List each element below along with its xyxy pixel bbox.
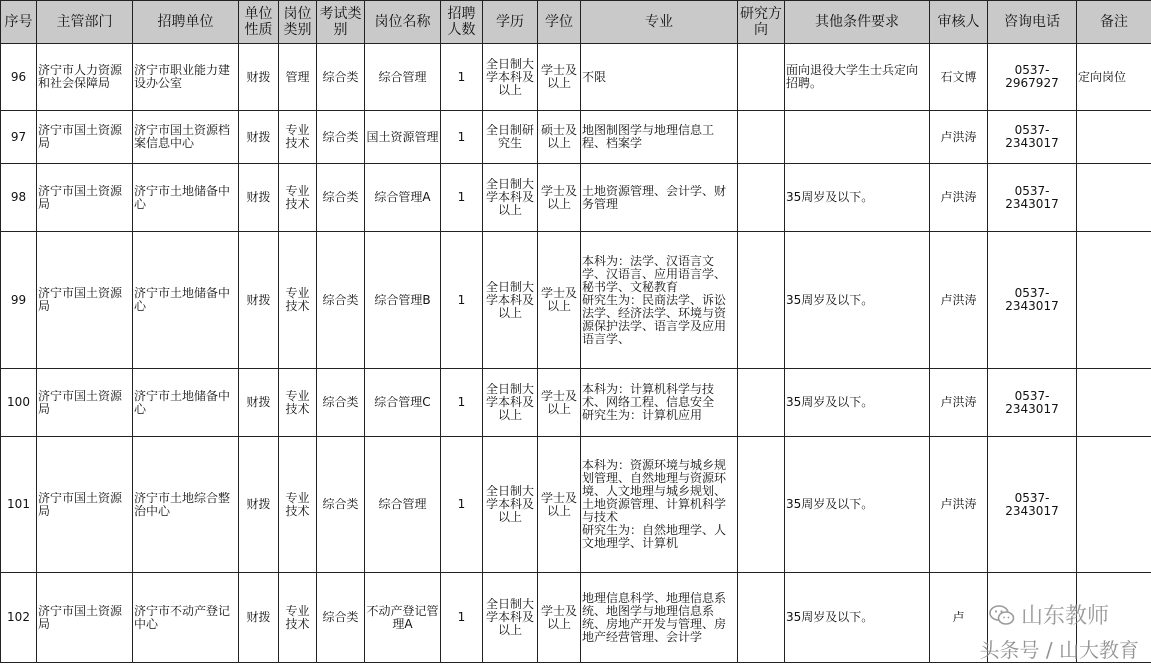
cell-text: 综合管理A xyxy=(374,191,431,204)
table-row xyxy=(1,437,1151,573)
cell-phone xyxy=(988,164,1077,232)
col-header-unit: 招聘单位 xyxy=(133,1,239,44)
cell-edu xyxy=(483,164,538,232)
cell-exam xyxy=(317,164,365,232)
cell-exam xyxy=(317,369,365,437)
cell-text: 专业技术 xyxy=(285,184,310,211)
cell-dept xyxy=(37,437,133,573)
cell-post xyxy=(365,573,441,663)
cell-text: 35周岁及以下。 xyxy=(786,293,874,307)
col-header-edu: 学历 xyxy=(483,1,538,44)
cell-text: 全日制大学本科及以上 xyxy=(485,485,534,524)
cell-category xyxy=(279,232,317,369)
cell-text: 0537-2343017 xyxy=(1005,184,1059,211)
cell-text: 综合类 xyxy=(322,293,359,307)
col-header-exam: 考试类别 xyxy=(317,1,365,44)
cell-no xyxy=(1,164,37,232)
cell-text: 1 xyxy=(457,293,466,307)
cell-text: 综合管理 xyxy=(378,498,427,511)
cell-count xyxy=(441,232,483,369)
cell-no xyxy=(1,437,37,573)
cell-count xyxy=(441,573,483,663)
cell-text: 专业技术 xyxy=(285,389,310,416)
cell-text: 0537-2343017 xyxy=(1005,491,1059,518)
cell-dept xyxy=(37,44,133,111)
cell-count xyxy=(441,369,483,437)
cell-edu xyxy=(483,232,538,369)
cell-text: 管理 xyxy=(285,70,310,84)
cell-direction xyxy=(738,44,785,111)
cell-text: 综合管理C xyxy=(374,396,431,409)
cell-text: 综合管理B xyxy=(374,293,431,307)
cell-text: 国土资源管理 xyxy=(366,130,439,144)
cell-remark xyxy=(1077,437,1151,573)
cell-text: 地图制图学与地理信息工程、档案学 xyxy=(582,124,715,150)
cell-nature xyxy=(239,111,279,164)
cell-reviewer xyxy=(930,232,988,369)
cell-text: 学士及以上 xyxy=(540,64,577,90)
cell-text: 卢 xyxy=(952,611,965,624)
cell-text: 学士及以上 xyxy=(540,491,577,518)
cell-phone xyxy=(988,111,1077,164)
cell-text: 卢洪涛 xyxy=(940,130,977,144)
cell-other xyxy=(785,437,930,573)
cell-text: 济宁市不动产登记中心 xyxy=(134,604,231,631)
cell-text: 济宁市国土资源档案信息中心 xyxy=(134,124,231,150)
cell-edu xyxy=(483,44,538,111)
cell-unit xyxy=(133,44,239,111)
cell-text: 综合管理 xyxy=(378,70,427,84)
cell-text: 济宁市职业能力建设办公室 xyxy=(134,64,231,90)
cell-text: 1 xyxy=(457,130,466,144)
cell-unit xyxy=(133,573,239,663)
table-row xyxy=(1,164,1151,232)
cell-text: 96 xyxy=(10,70,27,84)
col-header-reviewer: 审核人 xyxy=(930,1,988,44)
cell-exam xyxy=(317,573,365,663)
cell-text: 综合类 xyxy=(322,498,359,511)
cell-unit xyxy=(133,437,239,573)
cell-text: 济宁市土地储备中心 xyxy=(134,287,231,313)
cell-text: 全日制大学本科及以上 xyxy=(485,57,534,97)
cell-post xyxy=(365,369,441,437)
cell-text: 济宁市国土资源局 xyxy=(38,287,123,313)
cell-unit xyxy=(133,369,239,437)
cell-nature xyxy=(239,164,279,232)
cell-text: 0537-2343017 xyxy=(1005,287,1059,313)
cell-text: 济宁市土地储备中心 xyxy=(134,184,231,211)
cell-text: 全日制大学本科及以上 xyxy=(485,178,534,217)
cell-text: 100 xyxy=(7,396,30,409)
cell-phone xyxy=(988,232,1077,369)
table-row xyxy=(1,44,1151,111)
cell-text: 1 xyxy=(457,396,466,409)
cell-remark xyxy=(1077,369,1151,437)
col-header-count: 招聘人数 xyxy=(441,1,483,44)
cell-count xyxy=(441,111,483,164)
cell-text: 综合类 xyxy=(322,191,359,204)
col-header-remark: 备注 xyxy=(1077,1,1151,44)
col-header-direction: 研究方向 xyxy=(738,1,785,44)
cell-exam xyxy=(317,111,365,164)
cell-degree xyxy=(538,111,581,164)
cell-major xyxy=(581,111,738,164)
cell-text: 济宁市国土资源局 xyxy=(38,184,123,211)
cell-text: 99 xyxy=(10,293,27,307)
cell-text: 专业技术 xyxy=(285,124,310,150)
cell-degree xyxy=(538,44,581,111)
cell-dept xyxy=(37,573,133,663)
cell-text: 97 xyxy=(10,130,27,144)
cell-degree xyxy=(538,164,581,232)
cell-count xyxy=(441,164,483,232)
cell-text: 财拨 xyxy=(246,611,271,624)
cell-text: 0537-2343017 xyxy=(1005,389,1059,416)
cell-edu xyxy=(483,369,538,437)
cell-no xyxy=(1,44,37,111)
cell-other xyxy=(785,232,930,369)
cell-direction xyxy=(738,111,785,164)
cell-text: 综合类 xyxy=(322,611,359,624)
col-header-major: 专业 xyxy=(581,1,738,44)
col-header-category: 岗位类别 xyxy=(279,1,317,44)
cell-reviewer xyxy=(930,437,988,573)
cell-reviewer xyxy=(930,369,988,437)
cell-degree xyxy=(538,369,581,437)
cell-text: 35周岁及以下。 xyxy=(786,498,874,511)
cell-text: 本科为：资源环境与城乡规划管理、自然地理与资源环境、人文地理与城乡规划、土地资源管理、计算机科学与技术 研究生为：自然地理学、人文地理学、计算机 xyxy=(582,459,727,550)
cell-remark xyxy=(1077,573,1151,663)
cell-direction xyxy=(738,437,785,573)
cell-text: 硕士及以上 xyxy=(540,124,577,150)
cell-text: 济宁市人力资源和社会保障局 xyxy=(38,64,123,90)
cell-text: 全日制大学本科及以上 xyxy=(485,598,534,637)
cell-dept xyxy=(37,232,133,369)
cell-nature xyxy=(239,232,279,369)
cell-degree xyxy=(538,573,581,663)
cell-nature xyxy=(239,369,279,437)
col-header-degree: 学位 xyxy=(538,1,581,44)
cell-dept xyxy=(37,369,133,437)
cell-edu xyxy=(483,111,538,164)
cell-no xyxy=(1,573,37,663)
cell-major xyxy=(581,164,738,232)
cell-direction xyxy=(738,573,785,663)
cell-text: 专业技术 xyxy=(285,604,310,631)
cell-text: 全日制大学本科及以上 xyxy=(485,280,534,320)
cell-text: 济宁市土地综合整治中心 xyxy=(134,491,231,518)
cell-text: 101 xyxy=(7,498,30,511)
cell-text: 专业技术 xyxy=(285,287,310,313)
cell-major xyxy=(581,369,738,437)
cell-phone xyxy=(988,573,1077,663)
cell-exam xyxy=(317,232,365,369)
cell-dept xyxy=(37,111,133,164)
cell-other xyxy=(785,369,930,437)
cell-text: 1 xyxy=(457,70,466,84)
cell-text: 不限 xyxy=(582,70,607,84)
cell-text: 济宁市国土资源局 xyxy=(38,604,123,631)
cell-text: 全日制大学本科及以上 xyxy=(485,383,534,422)
cell-text: 定向岗位 xyxy=(1078,70,1127,84)
cell-unit xyxy=(133,164,239,232)
cell-degree xyxy=(538,437,581,573)
table-row xyxy=(1,369,1151,437)
cell-unit xyxy=(133,232,239,369)
cell-text: 卢洪涛 xyxy=(940,396,977,409)
table-row xyxy=(1,232,1151,369)
cell-no xyxy=(1,232,37,369)
cell-major xyxy=(581,44,738,111)
cell-text: 卢洪涛 xyxy=(940,293,977,307)
cell-category xyxy=(279,164,317,232)
col-header-post: 岗位名称 xyxy=(365,1,441,44)
cell-degree xyxy=(538,232,581,369)
cell-text: 地理信息科学、地理信息系统、地图学与地理信息系统、房地产开发与管理、房地产经营管理、会计学 xyxy=(582,591,727,644)
cell-text: 卢洪涛 xyxy=(940,498,977,511)
watermark-line2: 头条号 / 山大教育 xyxy=(979,638,1139,662)
cell-category xyxy=(279,437,317,573)
cell-phone xyxy=(988,437,1077,573)
cell-text: 土地资源管理、会计学、财务管理 xyxy=(582,184,727,211)
cell-nature xyxy=(239,437,279,573)
cell-post xyxy=(365,232,441,369)
cell-phone xyxy=(988,369,1077,437)
cell-text: 济宁市土地储备中心 xyxy=(134,389,231,416)
cell-text: 专业技术 xyxy=(285,491,310,518)
cell-exam xyxy=(317,44,365,111)
cell-text: 学士及以上 xyxy=(540,604,577,631)
cell-major xyxy=(581,573,738,663)
cell-text: 本科为：法学、汉语言文学、汉语言、应用语言学、秘书学、文秘教育 研究生为：民商法学、诉讼法学、经济法学、环境与资源保护法学、语言学及应用语言学、 xyxy=(582,254,727,346)
cell-text: 0537-2343017 xyxy=(1005,124,1059,150)
cell-category xyxy=(279,111,317,164)
cell-other xyxy=(785,573,930,663)
cell-text: 财拨 xyxy=(246,191,271,204)
cell-dept xyxy=(37,164,133,232)
cell-exam xyxy=(317,437,365,573)
cell-post xyxy=(365,44,441,111)
cell-text: 本科为：计算机科学与技术、网络工程、信息安全 研究生为：计算机应用 xyxy=(582,383,715,422)
cell-post xyxy=(365,111,441,164)
cell-category xyxy=(279,369,317,437)
cell-text: 济宁市国土资源局 xyxy=(38,124,123,150)
cell-text: 全日制研究生 xyxy=(485,124,534,150)
cell-text: 98 xyxy=(10,191,27,204)
cell-other xyxy=(785,44,930,111)
cell-text: 济宁市国土资源局 xyxy=(38,389,123,416)
cell-text: 不动产登记管理A xyxy=(366,604,439,631)
cell-post xyxy=(365,164,441,232)
cell-text: 学士及以上 xyxy=(540,287,577,313)
cell-remark xyxy=(1077,164,1151,232)
cell-remark xyxy=(1077,232,1151,369)
cell-text: 财拨 xyxy=(246,130,271,144)
cell-major xyxy=(581,232,738,369)
cell-reviewer xyxy=(930,164,988,232)
cell-text: 石文博 xyxy=(940,70,977,84)
cell-direction xyxy=(738,232,785,369)
cell-major xyxy=(581,437,738,573)
cell-no xyxy=(1,111,37,164)
header-row xyxy=(1,1,1151,44)
cell-remark xyxy=(1077,44,1151,111)
cell-text: 学士及以上 xyxy=(540,389,577,416)
cell-other xyxy=(785,111,930,164)
cell-direction xyxy=(738,369,785,437)
cell-edu xyxy=(483,437,538,573)
cell-text: 卢洪涛 xyxy=(940,191,977,204)
cell-text: 35周岁及以下。 xyxy=(786,191,874,204)
cell-nature xyxy=(239,44,279,111)
cell-count xyxy=(441,44,483,111)
cell-text: 1 xyxy=(457,498,466,511)
cell-phone xyxy=(988,44,1077,111)
cell-text: 济宁市国土资源局 xyxy=(38,491,123,518)
col-header-no: 序号 xyxy=(1,1,37,44)
table-row xyxy=(1,573,1151,663)
cell-text: 综合类 xyxy=(322,130,359,144)
cell-text: 财拨 xyxy=(246,498,271,511)
cell-text: 学士及以上 xyxy=(540,184,577,211)
cell-text: 35周岁及以下。 xyxy=(786,396,874,409)
cell-category xyxy=(279,573,317,663)
cell-reviewer xyxy=(930,111,988,164)
cell-text: 面向退役大学生士兵定向招聘。 xyxy=(786,64,919,90)
col-header-phone: 咨询电话 xyxy=(988,1,1077,44)
cell-reviewer xyxy=(930,573,988,663)
cell-text: 1 xyxy=(457,611,466,624)
cell-edu xyxy=(483,573,538,663)
cell-text: 财拨 xyxy=(246,293,271,307)
cell-text: 1 xyxy=(457,191,466,204)
cell-direction xyxy=(738,164,785,232)
table-row xyxy=(1,111,1151,164)
cell-unit xyxy=(133,111,239,164)
col-header-nature: 单位性质 xyxy=(239,1,279,44)
cell-reviewer xyxy=(930,44,988,111)
col-header-other: 其他条件要求 xyxy=(785,1,930,44)
cell-nature xyxy=(239,573,279,663)
cell-other xyxy=(785,164,930,232)
cell-category xyxy=(279,44,317,111)
cell-text: 35周岁及以下。 xyxy=(786,611,874,624)
cell-text: 0537-2967927 xyxy=(1005,64,1059,90)
cell-count xyxy=(441,437,483,573)
cell-text: 102 xyxy=(7,611,30,624)
col-header-dept: 主管部门 xyxy=(37,1,133,44)
cell-no xyxy=(1,369,37,437)
cell-text: 财拨 xyxy=(246,70,271,84)
cell-text: 综合类 xyxy=(322,396,359,409)
cell-remark xyxy=(1077,111,1151,164)
cell-post xyxy=(365,437,441,573)
watermark-line1: 山东教师 xyxy=(1020,604,1109,629)
cell-text: 综合类 xyxy=(322,70,359,84)
cell-text: 财拨 xyxy=(246,396,271,409)
